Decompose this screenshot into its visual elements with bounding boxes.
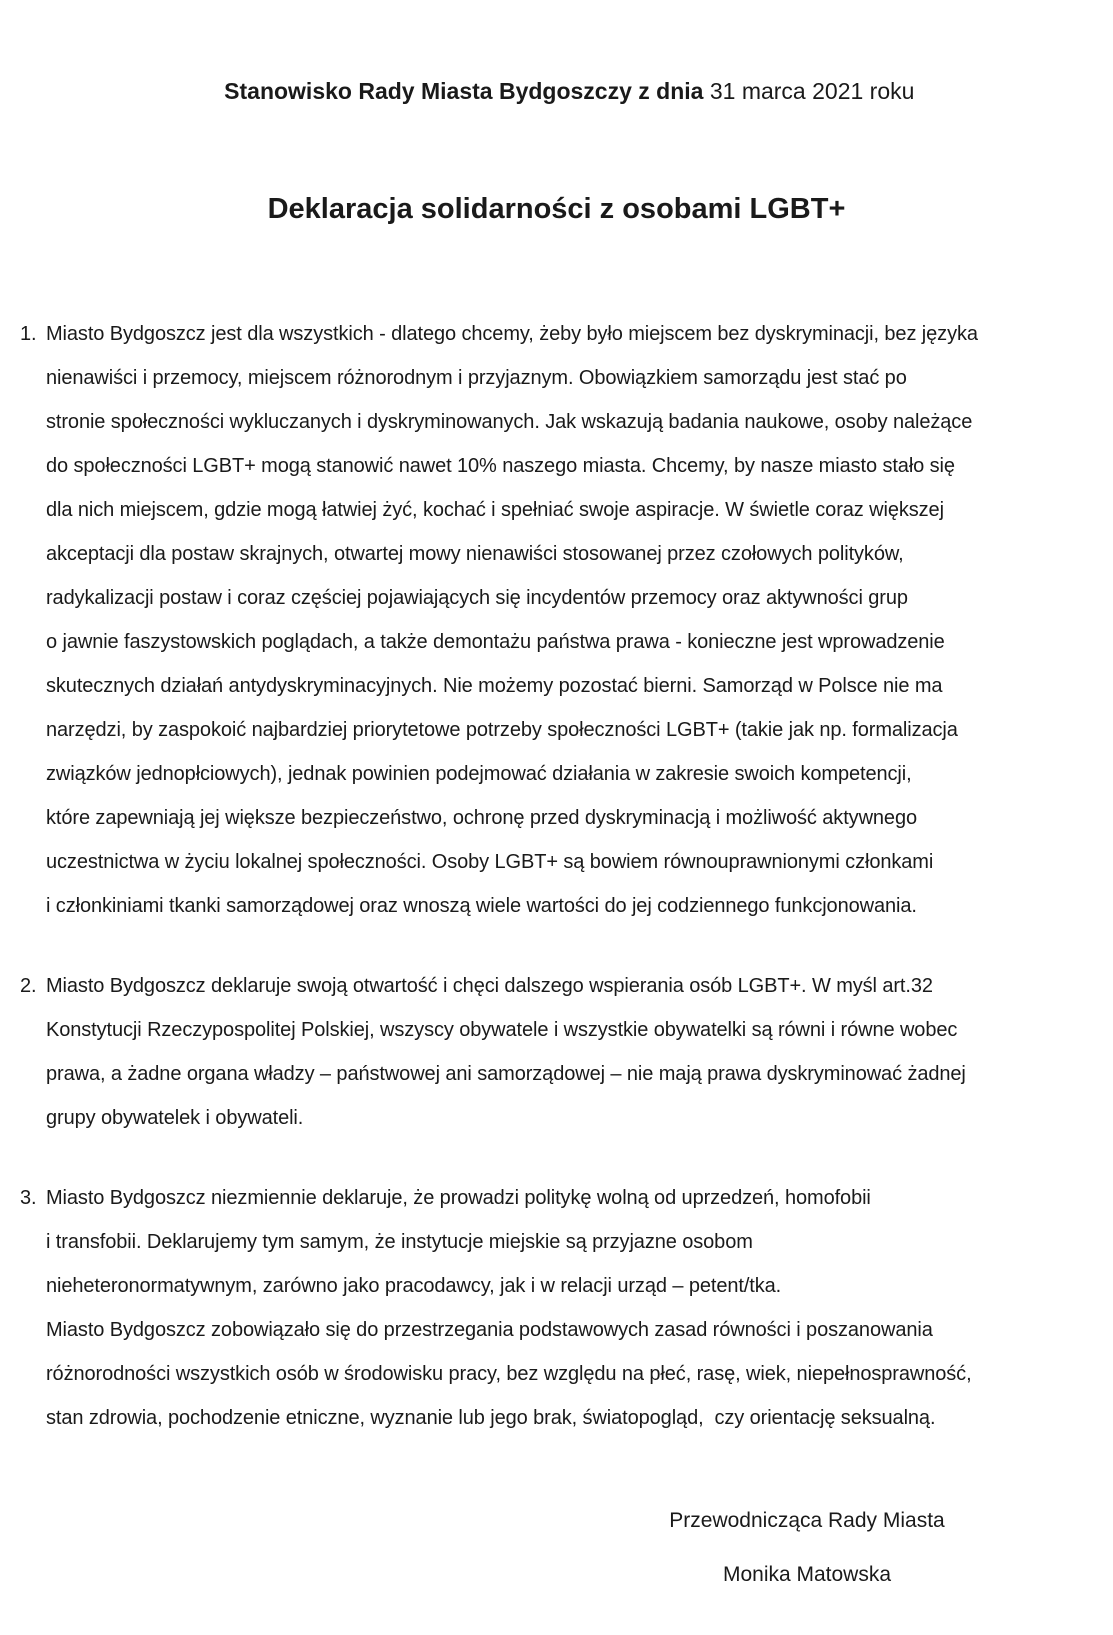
text-line: i członkiniami tkanki samorządowej oraz wnoszą wiele wartości do jej codziennego funkcjonowania. <box>46 895 917 917</box>
declaration-item-number: 2. <box>20 975 37 997</box>
header-date-text: 31 marca 2021 roku <box>703 78 915 104</box>
declaration-item-number: 1. <box>20 323 37 345</box>
text-line: różnorodności wszystkich osób w środowisku pracy, bez względu na płeć, rasę, wiek, niepełnosprawność, <box>46 1363 972 1385</box>
text-line: uczestnictwa w życiu lokalnej społeczności. Osoby LGBT+ są bowiem równouprawnionymi członkami <box>46 851 934 873</box>
declaration-item-text <box>46 964 1063 1140</box>
declaration-item <box>20 1176 1063 1440</box>
text-line: Miasto Bydgoszcz niezmiennie deklaruje, że prowadzi politykę wolną od uprzedzeń, homofobii <box>46 1187 871 1209</box>
document-title: Deklaracja solidarności z osobami LGBT+ <box>267 193 846 225</box>
text-line: nieheteronormatywnym, zarówno jako pracodawcy, jak i w relacji urząd – petent/tka. <box>46 1275 782 1297</box>
text-line: stronie społeczności wykluczanych i dyskryminowanych. Jak wskazują badania naukowe, osoby należące <box>46 411 973 433</box>
text-line: nienawiści i przemocy, miejscem różnorodnym i przyjaznym. Obowiązkiem samorządu jest stać po <box>46 367 907 389</box>
text-line: narzędzi, by zaspokoić najbardziej priorytetowe potrzeby społeczności LGBT+ (takie jak np. formalizacja <box>46 719 958 741</box>
header-bold-text: Stanowisko Rady Miasta Bydgoszczy z dnia <box>224 78 704 104</box>
text-line: do społeczności LGBT+ mogą stanowić nawet 10% naszego miasta. Chcemy, by nasze miasto stało się <box>46 455 955 477</box>
text-line: grupy obywatelek i obywateli. <box>46 1107 304 1129</box>
text-line: radykalizacji postaw i coraz częściej pojawiających się incydentów przemocy oraz aktywności grup <box>46 587 908 609</box>
declaration-item-text <box>46 312 1063 928</box>
text-line: dla nich miejscem, gdzie mogą łatwiej żyć, kochać i spełniać swoje aspiracje. W świetle coraz większej <box>46 499 944 521</box>
text-line: Miasto Bydgoszcz jest dla wszystkich - dlatego chcemy, żeby było miejscem bez dyskryminacji, bez języka <box>46 323 978 345</box>
declaration-item <box>20 964 1063 1140</box>
document-header <box>0 0 1113 136</box>
text-line: związków jednopłciowych), jednak powinien podejmować działania w zakresie swoich kompetencji, <box>46 763 912 785</box>
text-line: prawa, a żadne organa władzy – państwowej ani samorządowej – nie mają prawa dyskryminować żadnej <box>46 1063 966 1085</box>
text-line: Miasto Bydgoszcz deklaruje swoją otwartość i chęci dalszego wspierania osób LGBT+. W myśl art.32 <box>46 975 933 997</box>
signature-block <box>607 1506 1007 1590</box>
text-line: stan zdrowia, pochodzenie etniczne, wyznanie lub jego brak, światopogląd, czy orientację seksualną. <box>46 1407 936 1429</box>
signature-role: Przewodnicząca Rady Miasta <box>669 1509 945 1532</box>
declaration-item-number: 3. <box>20 1187 37 1209</box>
declaration-list <box>20 312 1063 1440</box>
declaration-item-text <box>46 1176 1063 1440</box>
text-line: Miasto Bydgoszcz zobowiązało się do przestrzegania podstawowych zasad równości i poszanowania <box>46 1319 933 1341</box>
text-line: akceptacji dla postaw skrajnych, otwartej mowy nienawiści stosowanej przez czołowych polityków, <box>46 543 904 565</box>
text-line: i transfobii. Deklarujemy tym samym, że instytucje miejskie są przyjazne osobom <box>46 1231 753 1253</box>
text-line: skutecznych działań antydyskryminacyjnych. Nie możemy pozostać bierni. Samorząd w Polsce nie ma <box>46 675 943 697</box>
text-line: o jawnie faszystowskich poglądach, a także demontażu państwa prawa - konieczne jest wprowadzenie <box>46 631 945 653</box>
text-line: które zapewniają jej większe bezpieczeństwo, ochronę przed dyskryminacją i możliwość aktywnego <box>46 807 918 829</box>
signature-name: Monika Matowska <box>722 1563 892 1586</box>
text-line: Konstytucji Rzeczypospolitej Polskiej, wszyscy obywatele i wszystkie obywatelki są równi i równe wobec <box>46 1019 958 1041</box>
declaration-item <box>20 312 1063 928</box>
